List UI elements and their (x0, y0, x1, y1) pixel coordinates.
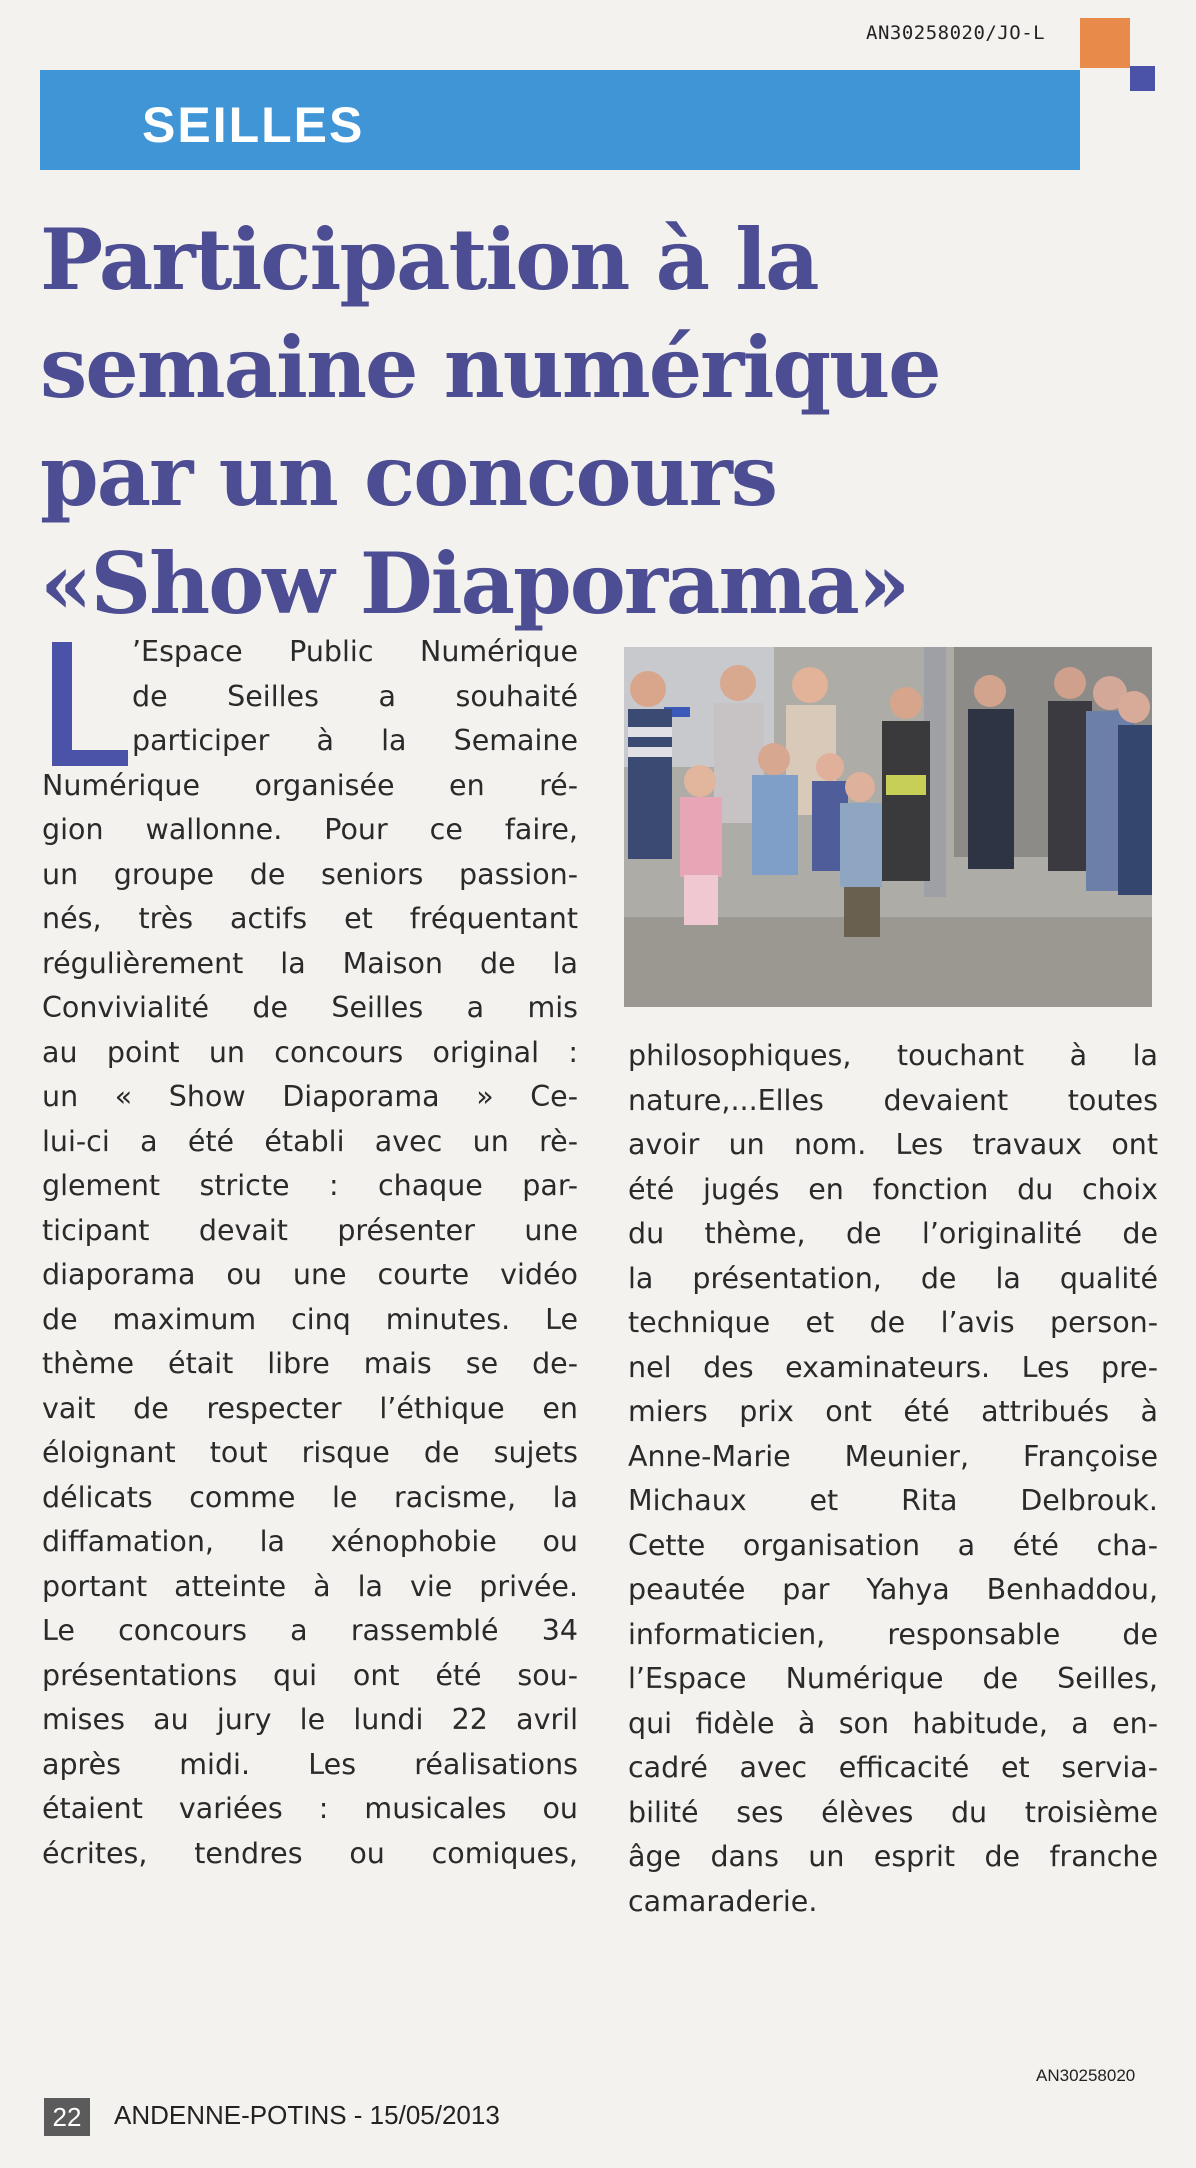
group-photo-illustration (624, 647, 1152, 1007)
headline-line: semaine numérique (40, 318, 940, 417)
article-line: portant atteinte à la vie privée. (42, 1569, 578, 1603)
corner-square-orange (1080, 18, 1130, 68)
article-line: ticipant devait présenter une (42, 1213, 578, 1247)
article-line: l’Espace Numérique de Seilles, (628, 1662, 1158, 1695)
article-line: étaient variées : musicales ou (42, 1792, 578, 1825)
article-line: camaraderie. (628, 1884, 818, 1918)
article-line: technique et de l’avis person- (628, 1306, 1158, 1339)
article-photo (624, 647, 1152, 1007)
article-line: ’Espace Public Numérique (132, 635, 578, 668)
drop-cap (52, 642, 128, 766)
article-line: Anne-Marie Meunier, Françoise (628, 1439, 1158, 1473)
article-line: présentations qui ont été sou- (42, 1658, 578, 1692)
article-line: au point un concours original : (42, 1035, 578, 1069)
article-line: Convivialité de Seilles a mis (42, 991, 578, 1024)
article-line: gion wallonne. Pour ce faire, (42, 813, 578, 846)
section-banner (40, 70, 1080, 170)
article-line: été jugés en fonction du choix (628, 1172, 1158, 1206)
corner-square-blue (1130, 66, 1155, 91)
article-line: avoir un nom. Les travaux ont (628, 1128, 1158, 1161)
article-line: âge dans un esprit de franche (628, 1840, 1158, 1873)
article-line: de maximum cinq minutes. Le (42, 1302, 578, 1336)
headline-line: Participation à la (40, 210, 818, 309)
article-line: peautée par Yahya Benhaddou, (628, 1573, 1158, 1606)
reference-code: AN30258020/JO-L (866, 22, 1046, 44)
article-line: délicats comme le racisme, la (42, 1480, 578, 1514)
article-line: vait de respecter l’éthique en (42, 1391, 578, 1425)
drop-cap-stem (52, 642, 72, 766)
headline-line: par un concours (40, 426, 777, 525)
article-line: un groupe de seniors passion- (42, 857, 578, 891)
article-line: écrites, tendres ou comiques, (42, 1836, 578, 1870)
article-line: après midi. Les réalisations (42, 1747, 578, 1781)
article-line: miers prix ont été attribués à (628, 1395, 1158, 1428)
article-line: bilité ses élèves du troisième (628, 1795, 1158, 1829)
article-line: mises au jury le lundi 22 avril (42, 1703, 578, 1736)
section-title: SEILLES (142, 97, 365, 153)
article-line: du thème, de l’originalité de (628, 1217, 1158, 1250)
article-line: régulièrement la Maison de la (42, 946, 578, 980)
article-line: qui fidèle à son habitude, a en- (628, 1706, 1158, 1740)
right-text (628, 1034, 1158, 1924)
article-line: nature,...Elles devaient toutes (628, 1083, 1158, 1117)
headline-line: «Show Diaporama» (40, 534, 909, 633)
article-line: nés, très actifs et fréquentant (42, 902, 578, 935)
article-line: glement stricte : chaque par- (42, 1169, 578, 1202)
article-line: Le concours a rassemblé 34 (42, 1614, 578, 1647)
article-column-left (42, 630, 578, 1876)
article-line: philosophiques, touchant à la (628, 1039, 1158, 1072)
article-line: nel des examinateurs. Les pre- (628, 1350, 1158, 1384)
publication-info: ANDENNE-POTINS - 15/05/2013 (114, 2100, 500, 2130)
left-text (42, 630, 578, 1876)
article-column-right (628, 1034, 1158, 1924)
article-line: thème était libre mais se de- (42, 1347, 578, 1380)
article-line: diffamation, la xénophobie ou (42, 1525, 578, 1558)
article-line: Numérique organisée en ré- (42, 768, 578, 802)
article-line: Cette organisation a été cha- (628, 1528, 1158, 1562)
page-number: 22 (44, 2098, 90, 2136)
article-line: un « Show Diaporama » Ce- (42, 1080, 578, 1113)
article-line: informaticien, responsable de (628, 1617, 1158, 1651)
footer-reference-code: AN30258020 (1036, 2066, 1136, 2085)
article-line: la présentation, de la qualité (628, 1261, 1158, 1295)
headline (40, 206, 1160, 638)
article-line: lui-ci a été établi avec un rè- (42, 1124, 578, 1158)
article-line: Michaux et Rita Delbrouk. (628, 1484, 1158, 1517)
article-line: éloignant tout risque de sujets (42, 1436, 578, 1469)
article-line: participer à la Semaine (132, 724, 578, 757)
article-line: diaporama ou une courte vidéo (42, 1258, 578, 1291)
article-line: cadré avec efficacité et servia- (628, 1751, 1158, 1784)
article-line: de Seilles a souhaité (132, 679, 578, 713)
drop-cap-foot (52, 750, 128, 766)
